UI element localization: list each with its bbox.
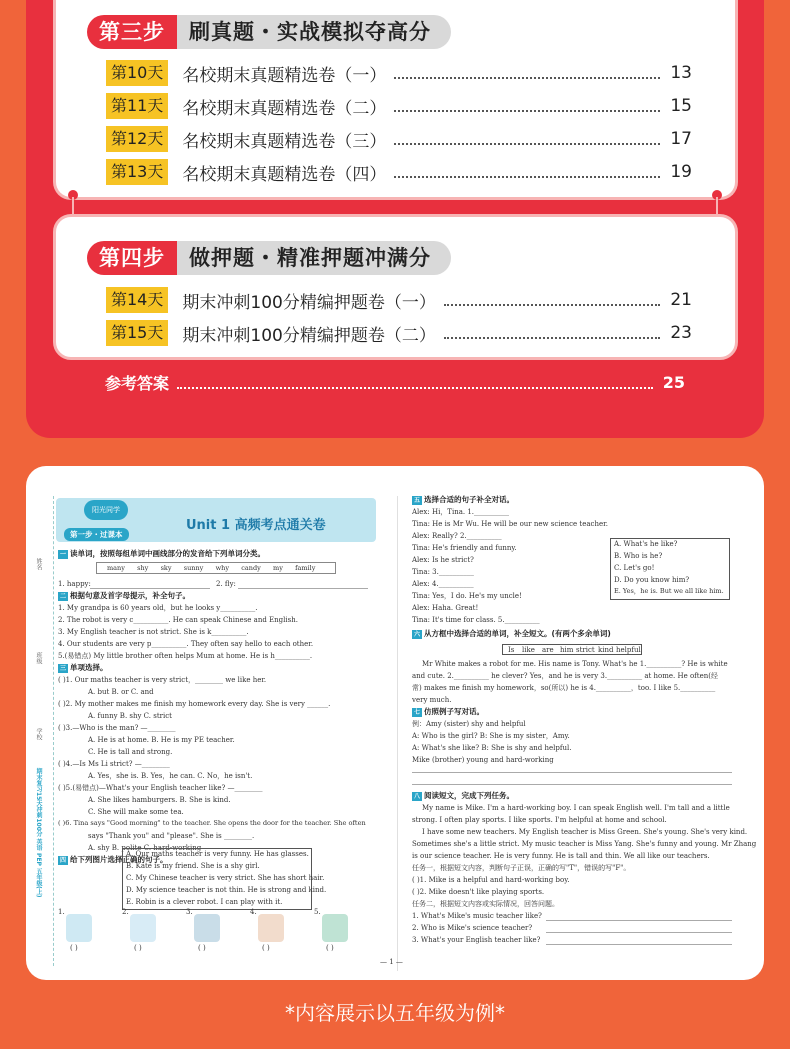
answer-line[interactable]: [412, 772, 732, 773]
picture-number: 2.: [122, 908, 129, 916]
section-title: 单项选择。: [70, 663, 108, 672]
word-choice: him: [560, 646, 574, 654]
question-line: 5.(易错点) My little brother often helps Mum at home. He is h__________.: [58, 652, 313, 660]
caption: *内容展示以五年级为例*: [285, 1001, 505, 1025]
toc-title: 名校期末真题精选卷（四）: [182, 164, 387, 185]
section-number: 四: [59, 857, 66, 864]
toc-day: 第10天: [106, 60, 168, 86]
toc-page: 19: [670, 162, 692, 182]
dialog-line: Alex: 4.__________: [412, 580, 474, 588]
question-line: ( )1. Our maths teacher is very strict，________ we like her.: [58, 676, 267, 684]
dialog-option: D. Do you know him?: [614, 576, 690, 584]
robot-picture: [194, 914, 220, 942]
word: shy: [137, 564, 149, 572]
task-line: ( )1. Mike is a helpful and hard-working boy.: [412, 876, 570, 884]
answers-label: 参考答案: [105, 374, 170, 393]
dialog-line: Tina: It's time for class. 5.__________: [412, 616, 540, 624]
step4-card: [53, 214, 738, 360]
section-title: 根据句意及首字母提示，补全句子。: [70, 591, 190, 600]
dialog-line: Tina: Yes，I do. He's my uncle!: [412, 592, 522, 600]
picture-number: 4.: [250, 908, 257, 916]
section-title: 从方框中选择合适的单词，补全短文。(有两个多余单词): [424, 629, 611, 638]
side-label-class: 班级: [35, 652, 42, 664]
toc-day: 第15天: [106, 320, 168, 346]
toc-day: 第11天: [106, 93, 168, 119]
dialog-option: B. Who is he?: [614, 552, 663, 560]
sentence-option: E. Robin is a clever robot. I can play with it.: [126, 898, 283, 906]
dialog-option: C. Let's go!: [614, 564, 655, 572]
teacher-picture: [66, 914, 92, 942]
column-divider: [397, 496, 398, 971]
step3-title: 刷真题・实战模拟夺高分: [177, 15, 451, 49]
side-label-school: 学校: [35, 728, 42, 740]
side-label-name: 姓名: [35, 558, 42, 570]
toc-page: 23: [670, 323, 692, 343]
step4-header: [87, 241, 451, 275]
toc-page: 15: [670, 96, 692, 116]
dialog-line: Alex: Hi，Tina. 1.__________: [412, 508, 510, 516]
step3-card: [53, 0, 738, 200]
people-picture: [258, 914, 284, 942]
section-number: 二: [59, 593, 66, 600]
passage-line: My name is Mike. I'm a hard-working boy. I can speak English well. I'm tall and a little: [422, 804, 730, 812]
option-line: A. Yes，she is. B. Yes，he can. C. No，he isn't.: [88, 772, 253, 780]
question-line: ( )5.(易错点)—What's your English teacher like? —________: [58, 784, 263, 792]
toc-title: 期末冲刺100分精编押题卷（一）: [182, 292, 436, 313]
dialog-line: Alex: Is he strict?: [412, 556, 474, 564]
option-line: A. but B. or C. and: [88, 688, 154, 696]
word-choice: kind: [598, 646, 614, 654]
page-number: — 1 —: [380, 958, 403, 966]
example-line: A: Who is the girl? B: She is my sister，Amy.: [412, 732, 570, 740]
step3-label: 第三步: [87, 15, 177, 49]
section-heading: [58, 664, 108, 673]
dot-leader: [394, 133, 660, 145]
worksheet-step-badge: 第一步・过课本: [64, 528, 129, 541]
dialog-option: E. Yes，he is. But we all like him.: [614, 587, 724, 595]
passage-line: strong. I often play sports. I like sports. I'm helpful at home and school.: [412, 816, 667, 824]
example-line: A: What's she like? B: She is shy and helpful.: [412, 744, 572, 752]
question-line: ( )4.—Is Ms Li strict? —________: [58, 760, 170, 768]
word: sunny: [183, 564, 204, 572]
question-line: 2. The robot is very c__________. He can speak Chinese and English.: [58, 616, 298, 624]
toc-title: 名校期末真题精选卷（二）: [182, 98, 387, 119]
question-line: ( )2. My mother makes me finish my homework every day. She is very ______.: [58, 700, 331, 708]
answer-line[interactable]: [546, 944, 732, 945]
picture-number: 3.: [186, 908, 193, 916]
toc-page: 13: [670, 63, 692, 83]
dialog-line: Tina: He's friendly and funny.: [412, 544, 517, 552]
word: many: [107, 564, 125, 572]
section-number: 八: [413, 793, 420, 800]
passage-line: very much.: [412, 696, 452, 704]
word-choice: strict: [576, 646, 595, 654]
option-line: A. She likes hamburgers. B. She is kind.: [88, 796, 231, 804]
picture-number: 1.: [58, 908, 65, 916]
answer-line[interactable]: [412, 784, 732, 785]
section-title: 读单词，按照每组单词中画线部分的发音给下列单词分类。: [70, 549, 265, 558]
sentence-option: D. My science teacher is not thin. He is strong and kind.: [126, 886, 327, 894]
toc-row[interactable]: [106, 60, 692, 86]
step4-label: 第四步: [87, 241, 177, 275]
word: why: [215, 564, 230, 572]
word-bank: [96, 562, 336, 574]
step4-title: 做押题・精准押题冲满分: [177, 241, 451, 275]
toc-page: 21: [670, 290, 692, 310]
dialog-line: Tina: He is Mr Wu. He will be our new science teacher.: [412, 520, 608, 528]
dot-leader: [444, 294, 660, 306]
option-line: C. He is tall and strong.: [88, 748, 173, 756]
dialog-line: Alex: Haha. Great!: [412, 604, 479, 612]
dot-leader: [177, 377, 653, 389]
option-line: A. shy B. polite C. hard-working: [88, 844, 202, 852]
toc-row[interactable]: [106, 93, 692, 119]
section-heading: [412, 496, 514, 505]
option-line: A. He is at home. B. He is my PE teacher.: [88, 736, 235, 744]
toc-day: 第13天: [106, 159, 168, 185]
girl-picture: [130, 914, 156, 942]
toc-row[interactable]: [106, 159, 692, 185]
passage-line: Sometimes she's a little strict. My music teacher is Miss Yang. She's funny and young. Mr Zhang: [412, 840, 757, 848]
passage-line: and cute. 2.__________ he clever? Yes，and he is very 3.__________ at home. He often(经: [412, 672, 718, 680]
toc-title: 期末冲刺100分精编押题卷（二）: [182, 325, 436, 346]
section-number: 五: [413, 497, 420, 504]
question-line: says "Thank you" and "please". She is ________.: [88, 832, 255, 840]
dot-leader: [394, 166, 660, 178]
word: candy: [241, 564, 261, 572]
task-line: ( )2. Mike doesn't like playing sports.: [412, 888, 545, 896]
sentence-option: C. My Chinese teacher is very strict. She has short hair.: [126, 874, 325, 882]
toc-title: 名校期末真题精选卷（一）: [182, 65, 387, 86]
worksheet-body: [26, 466, 764, 980]
passage-line: Mr White makes a robot for me. His name is Tony. What's he 1.__________? He is white: [422, 660, 728, 668]
toc-day: 第12天: [106, 126, 168, 152]
answer-line[interactable]: [546, 920, 732, 921]
word-choice: helpful: [616, 646, 641, 654]
picture-blank[interactable]: ( ): [262, 944, 270, 952]
task-line: 任务一，根据短文内容，判断句子正误，正确的写"T"，错误的写"F"。: [412, 864, 631, 872]
toc-title: 名校期末真题精选卷（三）: [182, 131, 387, 152]
question-line: ( )6. Tina says "Good morning" to the teacher. She opens the door for the teacher. She often: [58, 819, 366, 827]
task-line: 任务二，根据短文内容或实际情况，回答问题。: [412, 900, 559, 908]
sec1-answer: 2. fly:: [216, 580, 236, 588]
answer-line[interactable]: [238, 588, 368, 589]
section-heading: [412, 708, 484, 717]
toc-row[interactable]: [106, 320, 692, 346]
word: family: [295, 564, 316, 572]
answer-line[interactable]: [90, 588, 210, 589]
brand-logo: 阳光同学: [84, 500, 128, 520]
toc-page: 17: [670, 129, 692, 149]
classroom-picture: [322, 914, 348, 942]
question-line: 1. My grandpa is 60 years old，but he looks y__________.: [58, 604, 258, 612]
toc-row[interactable]: [106, 126, 692, 152]
toc-day: 第14天: [106, 287, 168, 313]
word-choice: like: [522, 646, 535, 654]
picture-blank[interactable]: ( ): [198, 944, 206, 952]
passage-line: is our science teacher. He is very funny. He is tall and thin. We all like our teachers.: [412, 852, 710, 860]
side-label-book: 期末复习15天冲刺100分 英语 PEP 五年级(上): [35, 768, 42, 898]
picture-blank[interactable]: ( ): [134, 944, 142, 952]
question-line: 1. What's Mike's music teacher like?: [412, 912, 542, 920]
example-line: Mike (brother) young and hard-working: [412, 756, 554, 764]
picture-blank[interactable]: ( ): [326, 944, 334, 952]
answer-line[interactable]: [546, 932, 732, 933]
example-line: 例：Amy (sister) shy and helpful: [412, 720, 526, 728]
section-number: 六: [413, 631, 420, 638]
word-choice: are: [542, 646, 554, 654]
sentence-option: B. Kate is my friend. She is a shy girl.: [126, 862, 260, 870]
section-number: 七: [413, 709, 420, 716]
dot-leader: [394, 67, 660, 79]
sentence-option: A. Our maths teacher is very funny. He has glasses.: [126, 850, 309, 858]
section-number: 一: [59, 551, 66, 558]
section-heading: [412, 792, 514, 801]
question-line: ( )3.—Who is the man? —________: [58, 724, 176, 732]
word: sky: [160, 564, 172, 572]
word-choice: Is: [508, 646, 515, 654]
picture-number: 5.: [314, 908, 321, 916]
answers-row[interactable]: [105, 371, 685, 394]
section-title: 阅读短文，完成下列任务。: [424, 791, 514, 800]
question-line: 4. Our students are very p__________. They often say hello to each other.: [58, 640, 314, 648]
answers-page: 25: [662, 373, 685, 392]
dialog-line: Alex: Really? 2.__________: [412, 532, 502, 540]
section-number: 三: [59, 665, 66, 672]
section-heading: [58, 592, 190, 601]
dialog-line: Tina: 3.__________: [412, 568, 474, 576]
section-title: 仿照例子写对话。: [424, 707, 484, 716]
question-line: 3. My English teacher is not strict. She is k__________.: [58, 628, 249, 636]
section-title: 选择合适的句子补全对话。: [424, 495, 514, 504]
sec1-answer: 1. happy:: [58, 580, 91, 588]
toc-row[interactable]: [106, 287, 692, 313]
passage-line: 常) makes me finish my homework，so(所以) he is 4.__________，too. I like 5.__________: [412, 684, 716, 692]
section-heading: [412, 630, 611, 639]
dot-leader: [444, 327, 660, 339]
section-heading: [58, 550, 265, 559]
dialog-option: A. What's he like?: [614, 540, 678, 548]
option-line: A. funny B. shy C. strict: [88, 712, 172, 720]
step3-header: [87, 15, 451, 49]
option-line: C. She will make some tea.: [88, 808, 184, 816]
section-title: 给下列图片选择正确的句子。: [70, 855, 168, 864]
worksheet-preview: [26, 466, 764, 980]
picture-blank[interactable]: ( ): [70, 944, 78, 952]
dot-leader: [394, 100, 660, 112]
passage-line: I have some new teachers. My English teacher is Miss Green. She's young. She's very kind.: [422, 828, 748, 836]
worksheet-title: Unit 1 高频考点通关卷: [186, 518, 326, 533]
word: my: [273, 564, 283, 572]
question-line: 2. Who is Mike's science teacher?: [412, 924, 533, 932]
question-line: 3. What's your English teacher like?: [412, 936, 541, 944]
